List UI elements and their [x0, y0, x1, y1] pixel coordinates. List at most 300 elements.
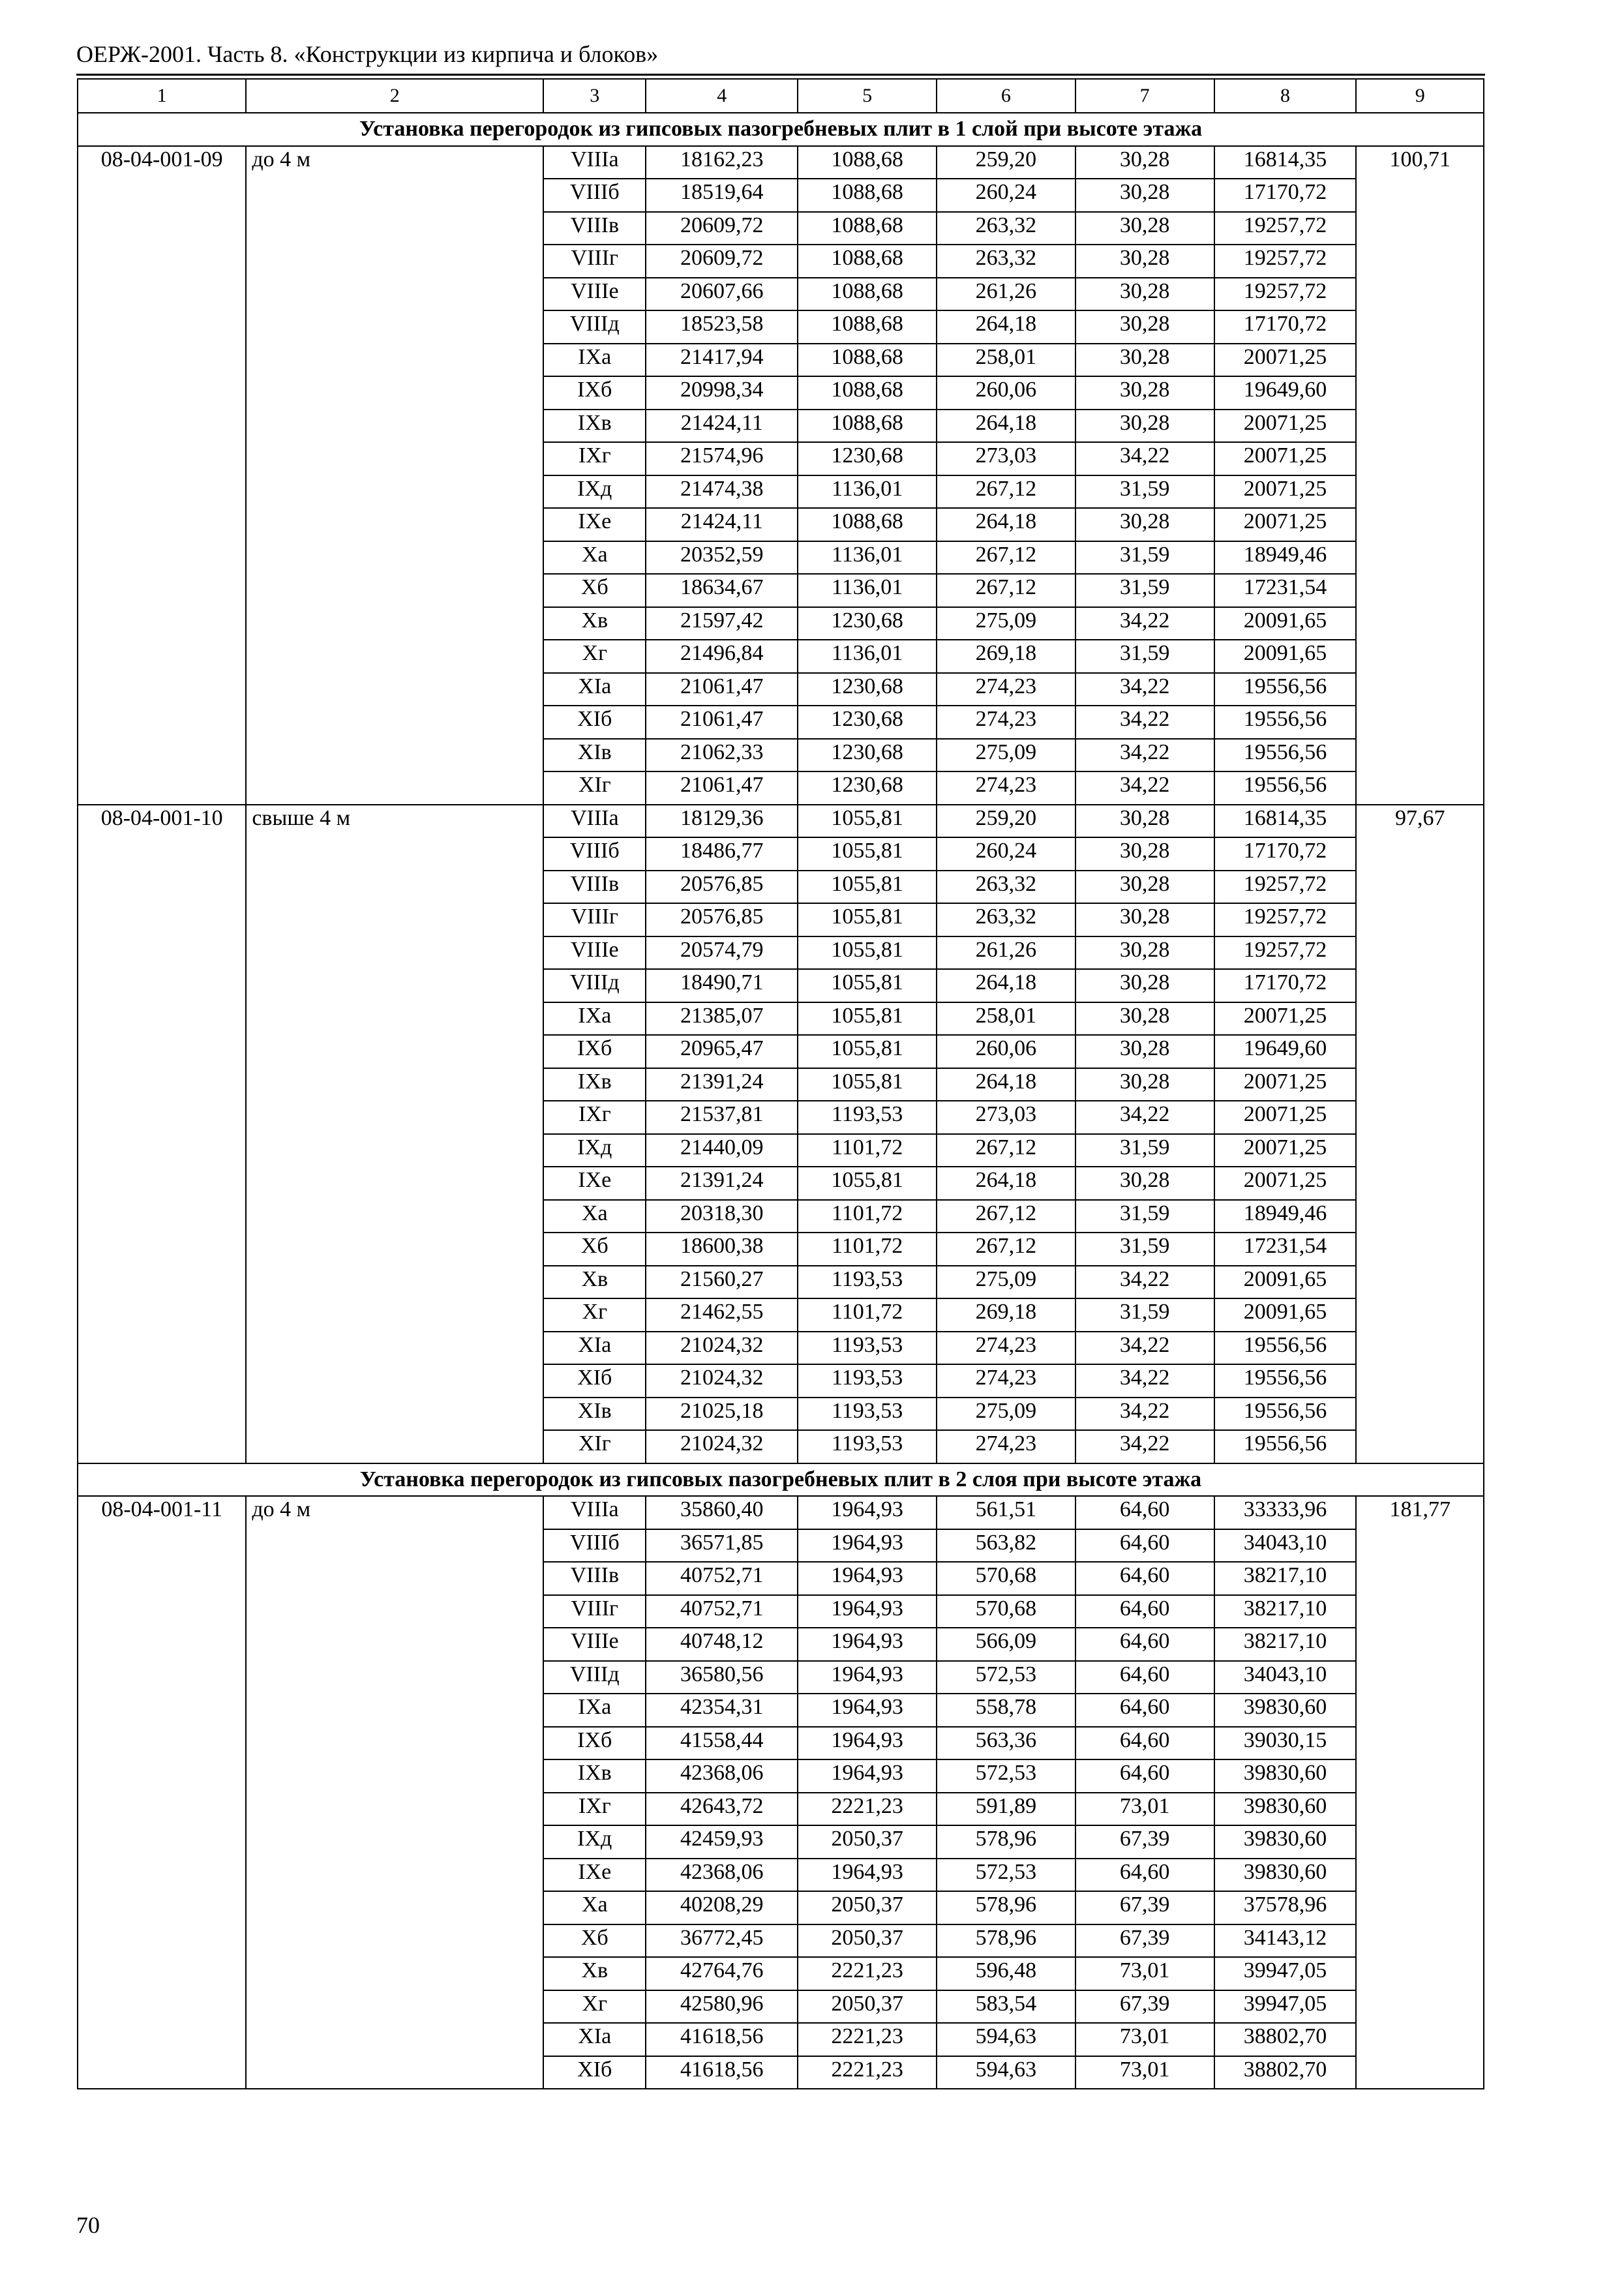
materials-cost-cell: 34043,10 — [1214, 1529, 1357, 1563]
total-cost-cell: 18519,64 — [646, 179, 798, 212]
materials-cost-cell: 39830,60 — [1214, 1759, 1357, 1793]
machine-cost-cell: 572,53 — [937, 1661, 1075, 1694]
operator-wage-cell: 67,39 — [1075, 1924, 1214, 1958]
machine-cost-cell: 563,82 — [937, 1529, 1075, 1563]
materials-cost-cell: 39830,60 — [1214, 1859, 1357, 1892]
materials-cost-cell: 33333,96 — [1214, 1496, 1357, 1529]
zone-cell: IXа — [543, 1002, 646, 1036]
total-cost-cell: 21062,33 — [646, 739, 798, 772]
operator-wage-cell: 30,28 — [1075, 146, 1214, 179]
total-cost-cell: 21024,32 — [646, 1364, 798, 1398]
rate-code-cell: 08-04-001-11 — [78, 1496, 246, 2089]
rates-table-body — [78, 79, 1484, 2089]
zone-cell: Xб — [543, 1924, 646, 1958]
operator-wage-cell: 31,59 — [1075, 1298, 1214, 1332]
labor-cost-cell: 1230,68 — [798, 706, 937, 739]
column-number-cell: 6 — [937, 79, 1075, 113]
operator-wage-cell: 34,22 — [1075, 1266, 1214, 1299]
zone-cell: Xа — [543, 1200, 646, 1233]
materials-cost-cell: 19257,72 — [1214, 871, 1357, 904]
materials-cost-cell: 38802,70 — [1214, 2023, 1357, 2056]
labor-hours-cell: 97,67 — [1356, 805, 1484, 1463]
zone-cell: IXг — [543, 1793, 646, 1826]
machine-cost-cell: 264,18 — [937, 1167, 1075, 1200]
operator-wage-cell: 73,01 — [1075, 1957, 1214, 1990]
zone-cell: VIIIв — [543, 871, 646, 904]
labor-cost-cell: 1230,68 — [798, 607, 937, 640]
labor-cost-cell: 1964,93 — [798, 1859, 937, 1892]
operator-wage-cell: 30,28 — [1075, 903, 1214, 936]
total-cost-cell: 20576,85 — [646, 903, 798, 936]
labor-cost-cell: 1088,68 — [798, 344, 937, 377]
labor-cost-cell: 1193,53 — [798, 1430, 937, 1463]
materials-cost-cell: 17170,72 — [1214, 310, 1357, 344]
operator-wage-cell: 64,60 — [1075, 1562, 1214, 1595]
labor-cost-cell: 1964,93 — [798, 1759, 937, 1793]
page-header-title: ОЕРЖ-2001. Часть 8. «Конструкции из кирпича и блоков» — [76, 41, 659, 67]
total-cost-cell: 18523,58 — [646, 310, 798, 344]
labor-cost-cell: 1101,72 — [798, 1233, 937, 1266]
zone-cell: IXа — [543, 344, 646, 377]
zone-cell: VIIIб — [543, 179, 646, 212]
zone-cell: VIIIе — [543, 1628, 646, 1661]
zone-cell: Xа — [543, 1891, 646, 1924]
operator-wage-cell: 34,22 — [1075, 1364, 1214, 1398]
operator-wage-cell: 73,01 — [1075, 1793, 1214, 1826]
page-number: 70 — [76, 2212, 100, 2238]
total-cost-cell: 40748,12 — [646, 1628, 798, 1661]
total-cost-cell: 21574,96 — [646, 442, 798, 475]
labor-cost-cell: 1964,93 — [798, 1661, 937, 1694]
machine-cost-cell: 570,68 — [937, 1562, 1075, 1595]
materials-cost-cell: 39030,15 — [1214, 1727, 1357, 1760]
total-cost-cell: 42580,96 — [646, 1990, 798, 2024]
operator-wage-cell: 30,28 — [1075, 212, 1214, 245]
zone-cell: VIIIа — [543, 1496, 646, 1529]
operator-wage-cell: 34,22 — [1075, 1332, 1214, 1365]
total-cost-cell: 21424,11 — [646, 508, 798, 541]
machine-cost-cell: 563,36 — [937, 1727, 1075, 1760]
column-number-cell: 4 — [646, 79, 798, 113]
machine-cost-cell: 275,09 — [937, 1398, 1075, 1431]
machine-cost-cell: 273,03 — [937, 442, 1075, 475]
operator-wage-cell: 31,59 — [1075, 541, 1214, 575]
labor-hours-cell: 181,77 — [1356, 1496, 1484, 2089]
operator-wage-cell: 64,60 — [1075, 1759, 1214, 1793]
materials-cost-cell: 17231,54 — [1214, 1233, 1357, 1266]
rate-code-cell: 08-04-001-09 — [78, 146, 246, 805]
zone-cell: VIIIе — [543, 278, 646, 311]
total-cost-cell: 40752,71 — [646, 1562, 798, 1595]
labor-cost-cell: 1964,93 — [798, 1595, 937, 1628]
labor-cost-cell: 1055,81 — [798, 1068, 937, 1101]
machine-cost-cell: 274,23 — [937, 771, 1075, 805]
operator-wage-cell: 34,22 — [1075, 1398, 1214, 1431]
materials-cost-cell: 38217,10 — [1214, 1595, 1357, 1628]
rate-description-cell: свыше 4 м — [246, 805, 543, 1463]
materials-cost-cell: 20071,25 — [1214, 410, 1357, 443]
labor-cost-cell: 1088,68 — [798, 310, 937, 344]
operator-wage-cell: 73,01 — [1075, 2056, 1214, 2089]
zone-cell: IXг — [543, 442, 646, 475]
materials-cost-cell: 19556,56 — [1214, 1364, 1357, 1398]
zone-cell: VIIIг — [543, 1595, 646, 1628]
labor-cost-cell: 1193,53 — [798, 1101, 937, 1134]
machine-cost-cell: 264,18 — [937, 969, 1075, 1002]
zone-cell: VIIIг — [543, 245, 646, 278]
total-cost-cell: 21061,47 — [646, 673, 798, 706]
labor-cost-cell: 1230,68 — [798, 771, 937, 805]
materials-cost-cell: 19257,72 — [1214, 212, 1357, 245]
rate-description-cell: до 4 м — [246, 1496, 543, 2089]
total-cost-cell: 21440,09 — [646, 1134, 798, 1167]
materials-cost-cell: 20091,65 — [1214, 607, 1357, 640]
materials-cost-cell: 37578,96 — [1214, 1891, 1357, 1924]
zone-cell: Xб — [543, 574, 646, 607]
materials-cost-cell: 20091,65 — [1214, 1298, 1357, 1332]
labor-cost-cell: 1964,93 — [798, 1727, 937, 1760]
materials-cost-cell: 17170,72 — [1214, 837, 1357, 871]
operator-wage-cell: 30,28 — [1075, 1035, 1214, 1068]
operator-wage-cell: 30,28 — [1075, 310, 1214, 344]
machine-cost-cell: 264,18 — [937, 1068, 1075, 1101]
operator-wage-cell: 30,28 — [1075, 344, 1214, 377]
machine-cost-cell: 274,23 — [937, 706, 1075, 739]
labor-cost-cell: 1088,68 — [798, 212, 937, 245]
total-cost-cell: 42368,06 — [646, 1759, 798, 1793]
materials-cost-cell: 20071,25 — [1214, 475, 1357, 509]
materials-cost-cell: 38217,10 — [1214, 1562, 1357, 1595]
labor-cost-cell: 1101,72 — [798, 1134, 937, 1167]
operator-wage-cell: 64,60 — [1075, 1859, 1214, 1892]
operator-wage-cell: 30,28 — [1075, 837, 1214, 871]
labor-cost-cell: 1230,68 — [798, 442, 937, 475]
total-cost-cell: 21391,24 — [646, 1068, 798, 1101]
machine-cost-cell: 267,12 — [937, 574, 1075, 607]
machine-cost-cell: 264,18 — [937, 508, 1075, 541]
zone-cell: VIIIа — [543, 146, 646, 179]
materials-cost-cell: 19257,72 — [1214, 936, 1357, 970]
machine-cost-cell: 267,12 — [937, 1134, 1075, 1167]
labor-cost-cell: 1101,72 — [798, 1200, 937, 1233]
materials-cost-cell: 19556,56 — [1214, 1430, 1357, 1463]
zone-cell: Xг — [543, 640, 646, 673]
materials-cost-cell: 20071,25 — [1214, 442, 1357, 475]
zone-cell: IXб — [543, 1035, 646, 1068]
zone-cell: Xг — [543, 1298, 646, 1332]
total-cost-cell: 21462,55 — [646, 1298, 798, 1332]
operator-wage-cell: 64,60 — [1075, 1727, 1214, 1760]
zone-cell: XIб — [543, 2056, 646, 2089]
rate-code-cell: 08-04-001-10 — [78, 805, 246, 1463]
materials-cost-cell: 19556,56 — [1214, 706, 1357, 739]
operator-wage-cell: 30,28 — [1075, 245, 1214, 278]
labor-cost-cell: 1055,81 — [798, 903, 937, 936]
operator-wage-cell: 64,60 — [1075, 1595, 1214, 1628]
operator-wage-cell: 64,60 — [1075, 1628, 1214, 1661]
materials-cost-cell: 18949,46 — [1214, 541, 1357, 575]
labor-cost-cell: 1193,53 — [798, 1266, 937, 1299]
total-cost-cell: 21474,38 — [646, 475, 798, 509]
table-row — [78, 1496, 1484, 1529]
total-cost-cell: 42459,93 — [646, 1825, 798, 1859]
section-title: Установка перегородок из гипсовых пазогребневых плит в 1 слой при высоте этажа — [78, 113, 1484, 146]
operator-wage-cell: 30,28 — [1075, 871, 1214, 904]
labor-cost-cell: 1193,53 — [798, 1364, 937, 1398]
materials-cost-cell: 34043,10 — [1214, 1661, 1357, 1694]
operator-wage-cell: 34,22 — [1075, 739, 1214, 772]
machine-cost-cell: 275,09 — [937, 607, 1075, 640]
operator-wage-cell: 31,59 — [1075, 640, 1214, 673]
machine-cost-cell: 258,01 — [937, 1002, 1075, 1036]
total-cost-cell: 42764,76 — [646, 1957, 798, 1990]
materials-cost-cell: 20071,25 — [1214, 1134, 1357, 1167]
total-cost-cell: 21424,11 — [646, 410, 798, 443]
total-cost-cell: 20609,72 — [646, 245, 798, 278]
zone-cell: Xг — [543, 1990, 646, 2024]
operator-wage-cell: 30,28 — [1075, 936, 1214, 970]
machine-cost-cell: 260,24 — [937, 837, 1075, 871]
total-cost-cell: 21061,47 — [646, 706, 798, 739]
total-cost-cell: 21417,94 — [646, 344, 798, 377]
materials-cost-cell: 39830,60 — [1214, 1793, 1357, 1826]
column-number-row — [78, 79, 1484, 113]
machine-cost-cell: 594,63 — [937, 2056, 1075, 2089]
materials-cost-cell: 39947,05 — [1214, 1990, 1357, 2024]
operator-wage-cell: 30,28 — [1075, 179, 1214, 212]
column-number-cell: 8 — [1214, 79, 1357, 113]
machine-cost-cell: 263,32 — [937, 245, 1075, 278]
labor-cost-cell: 1055,81 — [798, 1002, 937, 1036]
labor-cost-cell: 1088,68 — [798, 278, 937, 311]
operator-wage-cell: 64,60 — [1075, 1496, 1214, 1529]
operator-wage-cell: 34,22 — [1075, 607, 1214, 640]
materials-cost-cell: 20071,25 — [1214, 344, 1357, 377]
materials-cost-cell: 19257,72 — [1214, 903, 1357, 936]
operator-wage-cell: 30,28 — [1075, 376, 1214, 410]
labor-cost-cell: 1055,81 — [798, 1035, 937, 1068]
total-cost-cell: 18600,38 — [646, 1233, 798, 1266]
labor-cost-cell: 1964,93 — [798, 1628, 937, 1661]
operator-wage-cell: 30,28 — [1075, 1167, 1214, 1200]
total-cost-cell: 42368,06 — [646, 1859, 798, 1892]
operator-wage-cell: 73,01 — [1075, 2023, 1214, 2056]
machine-cost-cell: 591,89 — [937, 1793, 1075, 1826]
total-cost-cell: 41618,56 — [646, 2023, 798, 2056]
labor-cost-cell: 2050,37 — [798, 1990, 937, 2024]
labor-cost-cell: 2221,23 — [798, 1957, 937, 1990]
total-cost-cell: 21385,07 — [646, 1002, 798, 1036]
labor-cost-cell: 2050,37 — [798, 1891, 937, 1924]
total-cost-cell: 18162,23 — [646, 146, 798, 179]
machine-cost-cell: 596,48 — [937, 1957, 1075, 1990]
machine-cost-cell: 561,51 — [937, 1496, 1075, 1529]
operator-wage-cell: 34,22 — [1075, 442, 1214, 475]
total-cost-cell: 36580,56 — [646, 1661, 798, 1694]
operator-wage-cell: 34,22 — [1075, 673, 1214, 706]
materials-cost-cell: 19257,72 — [1214, 245, 1357, 278]
zone-cell: VIIIд — [543, 310, 646, 344]
operator-wage-cell: 31,59 — [1075, 1134, 1214, 1167]
total-cost-cell: 18634,67 — [646, 574, 798, 607]
labor-cost-cell: 1088,68 — [798, 146, 937, 179]
materials-cost-cell: 20071,25 — [1214, 1167, 1357, 1200]
machine-cost-cell: 578,96 — [937, 1924, 1075, 1958]
operator-wage-cell: 30,28 — [1075, 1068, 1214, 1101]
labor-hours-cell: 100,71 — [1356, 146, 1484, 805]
total-cost-cell: 20609,72 — [646, 212, 798, 245]
machine-cost-cell: 260,06 — [937, 1035, 1075, 1068]
materials-cost-cell: 34143,12 — [1214, 1924, 1357, 1958]
column-number-cell: 5 — [798, 79, 937, 113]
labor-cost-cell: 1136,01 — [798, 640, 937, 673]
total-cost-cell: 20318,30 — [646, 1200, 798, 1233]
labor-cost-cell: 1964,93 — [798, 1529, 937, 1563]
labor-cost-cell: 1055,81 — [798, 969, 937, 1002]
materials-cost-cell: 19556,56 — [1214, 1332, 1357, 1365]
total-cost-cell: 20352,59 — [646, 541, 798, 575]
total-cost-cell: 41558,44 — [646, 1727, 798, 1760]
machine-cost-cell: 269,18 — [937, 640, 1075, 673]
machine-cost-cell: 258,01 — [937, 344, 1075, 377]
total-cost-cell: 35860,40 — [646, 1496, 798, 1529]
materials-cost-cell: 20091,65 — [1214, 1266, 1357, 1299]
materials-cost-cell: 17170,72 — [1214, 969, 1357, 1002]
zone-cell: VIIIб — [543, 1529, 646, 1563]
table-row — [78, 146, 1484, 179]
total-cost-cell: 21560,27 — [646, 1266, 798, 1299]
operator-wage-cell: 30,28 — [1075, 278, 1214, 311]
total-cost-cell: 18490,71 — [646, 969, 798, 1002]
operator-wage-cell: 31,59 — [1075, 574, 1214, 607]
zone-cell: IXв — [543, 1759, 646, 1793]
column-number-cell: 3 — [543, 79, 646, 113]
operator-wage-cell: 67,39 — [1075, 1990, 1214, 2024]
total-cost-cell: 36571,85 — [646, 1529, 798, 1563]
total-cost-cell: 20607,66 — [646, 278, 798, 311]
zone-cell: IXв — [543, 1068, 646, 1101]
total-cost-cell: 20576,85 — [646, 871, 798, 904]
machine-cost-cell: 263,32 — [937, 212, 1075, 245]
machine-cost-cell: 267,12 — [937, 1233, 1075, 1266]
labor-cost-cell: 1088,68 — [798, 179, 937, 212]
materials-cost-cell: 19257,72 — [1214, 278, 1357, 311]
total-cost-cell: 40752,71 — [646, 1595, 798, 1628]
total-cost-cell: 36772,45 — [646, 1924, 798, 1958]
zone-cell: Xв — [543, 1957, 646, 1990]
labor-cost-cell: 1964,93 — [798, 1496, 937, 1529]
machine-cost-cell: 566,09 — [937, 1628, 1075, 1661]
total-cost-cell: 18486,77 — [646, 837, 798, 871]
labor-cost-cell: 1055,81 — [798, 871, 937, 904]
machine-cost-cell: 572,53 — [937, 1859, 1075, 1892]
zone-cell: VIIIд — [543, 1661, 646, 1694]
operator-wage-cell: 31,59 — [1075, 475, 1214, 509]
zone-cell: Xв — [543, 1266, 646, 1299]
materials-cost-cell: 19556,56 — [1214, 771, 1357, 805]
total-cost-cell: 42354,31 — [646, 1694, 798, 1727]
labor-cost-cell: 2050,37 — [798, 1825, 937, 1859]
machine-cost-cell: 261,26 — [937, 936, 1075, 970]
column-number-cell: 2 — [246, 79, 543, 113]
machine-cost-cell: 583,54 — [937, 1990, 1075, 2024]
materials-cost-cell: 19649,60 — [1214, 1035, 1357, 1068]
materials-cost-cell: 16814,35 — [1214, 805, 1357, 838]
machine-cost-cell: 275,09 — [937, 1266, 1075, 1299]
machine-cost-cell: 578,96 — [937, 1825, 1075, 1859]
labor-cost-cell: 2221,23 — [798, 1793, 937, 1826]
zone-cell: VIIIг — [543, 903, 646, 936]
materials-cost-cell: 20071,25 — [1214, 508, 1357, 541]
operator-wage-cell: 34,22 — [1075, 1430, 1214, 1463]
materials-cost-cell: 19649,60 — [1214, 376, 1357, 410]
labor-cost-cell: 1136,01 — [798, 475, 937, 509]
header-rule — [76, 74, 1485, 76]
total-cost-cell: 21391,24 — [646, 1167, 798, 1200]
zone-cell: XIг — [543, 1430, 646, 1463]
labor-cost-cell: 1193,53 — [798, 1398, 937, 1431]
machine-cost-cell: 274,23 — [937, 673, 1075, 706]
zone-cell: XIа — [543, 2023, 646, 2056]
zone-cell: IXб — [543, 376, 646, 410]
rate-description-cell: до 4 м — [246, 146, 543, 805]
labor-cost-cell: 1088,68 — [798, 508, 937, 541]
zone-cell: IXе — [543, 508, 646, 541]
operator-wage-cell: 31,59 — [1075, 1200, 1214, 1233]
materials-cost-cell: 18949,46 — [1214, 1200, 1357, 1233]
zone-cell: IXг — [543, 1101, 646, 1134]
total-cost-cell: 18129,36 — [646, 805, 798, 838]
machine-cost-cell: 594,63 — [937, 2023, 1075, 2056]
operator-wage-cell: 31,59 — [1075, 1233, 1214, 1266]
zone-cell: XIг — [543, 771, 646, 805]
zone-cell: XIв — [543, 739, 646, 772]
operator-wage-cell: 34,22 — [1075, 706, 1214, 739]
total-cost-cell: 21024,32 — [646, 1430, 798, 1463]
labor-cost-cell: 1088,68 — [798, 410, 937, 443]
labor-cost-cell: 1101,72 — [798, 1298, 937, 1332]
materials-cost-cell: 20071,25 — [1214, 1002, 1357, 1036]
labor-cost-cell: 1193,53 — [798, 1332, 937, 1365]
machine-cost-cell: 259,20 — [937, 146, 1075, 179]
operator-wage-cell: 64,60 — [1075, 1661, 1214, 1694]
materials-cost-cell: 20071,25 — [1214, 1068, 1357, 1101]
machine-cost-cell: 261,26 — [937, 278, 1075, 311]
machine-cost-cell: 267,12 — [937, 475, 1075, 509]
zone-cell: IXд — [543, 1134, 646, 1167]
machine-cost-cell: 267,12 — [937, 1200, 1075, 1233]
total-cost-cell: 42643,72 — [646, 1793, 798, 1826]
section-title: Установка перегородок из гипсовых пазогребневых плит в 2 слоя при высоте этажа — [78, 1463, 1484, 1497]
machine-cost-cell: 263,32 — [937, 903, 1075, 936]
labor-cost-cell: 2221,23 — [798, 2056, 937, 2089]
materials-cost-cell: 17231,54 — [1214, 574, 1357, 607]
machine-cost-cell: 578,96 — [937, 1891, 1075, 1924]
total-cost-cell: 20998,34 — [646, 376, 798, 410]
materials-cost-cell: 19556,56 — [1214, 739, 1357, 772]
labor-cost-cell: 2221,23 — [798, 2023, 937, 2056]
operator-wage-cell: 64,60 — [1075, 1694, 1214, 1727]
materials-cost-cell: 39830,60 — [1214, 1694, 1357, 1727]
zone-cell: VIIIа — [543, 805, 646, 838]
materials-cost-cell: 19556,56 — [1214, 1398, 1357, 1431]
machine-cost-cell: 275,09 — [937, 739, 1075, 772]
machine-cost-cell: 273,03 — [937, 1101, 1075, 1134]
total-cost-cell: 21496,84 — [646, 640, 798, 673]
zone-cell: XIв — [543, 1398, 646, 1431]
labor-cost-cell: 1230,68 — [798, 739, 937, 772]
materials-cost-cell: 38217,10 — [1214, 1628, 1357, 1661]
